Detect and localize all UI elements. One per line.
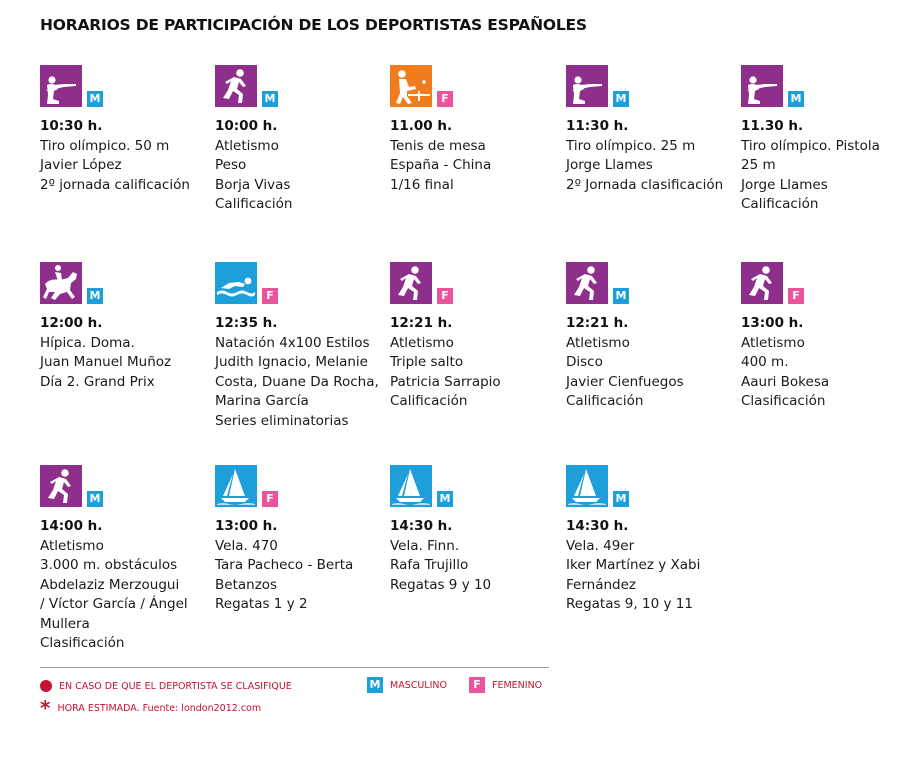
event-detail: Atletismo	[390, 334, 454, 351]
event-icons	[40, 65, 220, 113]
event-item	[215, 465, 395, 615]
event-detail: Fernández	[566, 576, 636, 593]
legend-qualify-text: EN CASO DE QUE EL DEPORTISTA SE CLASIFIQUE	[59, 680, 292, 692]
male-badge: M	[437, 491, 453, 507]
event-detail: Vela. 470	[215, 537, 278, 554]
red-dot-icon	[40, 680, 52, 692]
event-detail: 3.000 m. obstáculos	[40, 557, 178, 573]
table-tennis-icon	[390, 65, 432, 107]
male-badge: M	[87, 91, 103, 107]
athletics-icon	[566, 262, 608, 304]
male-badge: M	[788, 91, 804, 107]
male-badge: M	[87, 288, 103, 304]
athletics-icon	[215, 65, 257, 107]
female-badge: F	[437, 91, 453, 107]
event-detail: Regatas 1 y 2	[215, 596, 308, 612]
event-item	[215, 65, 395, 215]
event-icons	[566, 465, 746, 513]
event-icons	[390, 465, 570, 513]
event-icons	[741, 262, 917, 310]
event-icons	[741, 65, 917, 113]
event-detail: 2º jornada calificación	[40, 176, 190, 193]
event-detail: Jorge Llames	[566, 157, 653, 173]
event-detail: Clasificación	[40, 635, 125, 651]
event-detail: Tara Pacheco - Berta	[215, 557, 354, 573]
sailing-icon	[390, 465, 432, 507]
legend-estimated-text: HORA ESTIMADA. Fuente: london2012.com	[57, 702, 262, 714]
asterisk-icon: *	[40, 696, 51, 720]
event-detail: / Víctor García / Ángel	[40, 596, 188, 612]
event-detail: 1/16 final	[390, 176, 454, 193]
male-badge: M	[613, 491, 629, 507]
event-detail: Calificación	[390, 393, 468, 409]
event-detail: Peso	[215, 157, 247, 173]
event-detail: Patricia Sarrapio	[390, 373, 501, 390]
event-time: 12:35 h.	[215, 315, 278, 331]
event-icons	[215, 262, 395, 310]
event-time: 14:30 h.	[390, 518, 453, 534]
event-icons	[215, 65, 395, 113]
sailing-icon	[566, 465, 608, 507]
female-badge: F	[788, 288, 804, 304]
event-detail: Atletismo	[741, 334, 805, 351]
event-detail: Calificación	[741, 196, 819, 212]
legend-male	[367, 677, 447, 693]
event-item	[215, 262, 395, 431]
female-badge: F	[469, 677, 485, 693]
event-icons	[40, 262, 220, 310]
male-badge: M	[87, 491, 103, 507]
event-detail: Calificación	[215, 196, 293, 212]
athletics-icon	[390, 262, 432, 304]
event-icons	[566, 65, 746, 113]
event-detail: Marina García	[215, 393, 309, 409]
event-detail: Atletismo	[566, 334, 630, 351]
legend-estimated	[40, 696, 262, 720]
equestrian-icon	[40, 262, 82, 304]
legend-qualify	[40, 680, 292, 692]
female-badge: F	[262, 491, 278, 507]
event-detail: Vela. Finn.	[390, 537, 460, 554]
male-badge: M	[613, 288, 629, 304]
event-time: 12:00 h.	[40, 315, 103, 331]
event-detail: Natación 4x100 Estilos	[215, 334, 370, 351]
event-detail: 25 m	[741, 157, 776, 173]
event-item	[40, 465, 220, 654]
event-detail: Borja Vivas	[215, 176, 291, 193]
female-badge: F	[262, 288, 278, 304]
event-icons	[390, 65, 570, 113]
event-icons	[40, 465, 220, 513]
event-detail: Iker Martínez y Xabi	[566, 557, 701, 573]
event-detail: España - China	[390, 157, 492, 173]
event-detail: Tiro olímpico. Pistola	[741, 137, 880, 154]
event-detail: Javier López	[40, 157, 122, 173]
event-item	[390, 465, 570, 595]
shooting-icon	[741, 65, 783, 107]
event-detail: Rafa Trujillo	[390, 557, 469, 573]
male-badge: M	[613, 91, 629, 107]
athletics-icon	[40, 465, 82, 507]
event-detail: Disco	[566, 354, 603, 370]
event-detail: Aauri Bokesa	[741, 373, 830, 390]
event-time: 10:30 h.	[40, 118, 103, 134]
event-icons	[215, 465, 395, 513]
event-detail: Hípica. Doma.	[40, 334, 135, 351]
event-detail: Judith Ignacio, Melanie	[215, 354, 368, 370]
shooting-icon	[566, 65, 608, 107]
event-detail: Triple salto	[390, 354, 464, 370]
event-item	[741, 262, 917, 412]
event-icons	[390, 262, 570, 310]
event-detail: 2º Jornada clasificación	[566, 176, 724, 193]
event-item	[566, 465, 746, 615]
event-time: 11:30 h.	[566, 118, 629, 134]
event-item	[390, 262, 570, 412]
event-item	[566, 262, 746, 412]
event-icons	[566, 262, 746, 310]
event-detail: Día 2. Grand Prix	[40, 373, 155, 390]
legend-divider	[40, 667, 549, 668]
event-time: 12:21 h.	[390, 315, 453, 331]
event-item	[390, 65, 570, 195]
legend-male-label: MASCULINO	[390, 679, 447, 691]
male-badge: M	[367, 677, 383, 693]
event-time: 11.00 h.	[390, 118, 453, 134]
sailing-icon	[215, 465, 257, 507]
athletics-icon	[741, 262, 783, 304]
event-time: 12:21 h.	[566, 315, 629, 331]
event-detail: Series eliminatorias	[215, 412, 349, 429]
event-time: 11.30 h.	[741, 118, 804, 134]
event-detail: Tenis de mesa	[390, 137, 486, 154]
event-item	[741, 65, 917, 215]
page-title: HORARIOS DE PARTICIPACIÓN DE LOS DEPORTISTAS ESPAÑOLES	[40, 16, 587, 34]
event-detail: Jorge Llames	[741, 176, 828, 193]
event-time: 14:30 h.	[566, 518, 629, 534]
female-badge: F	[437, 288, 453, 304]
event-detail: Atletismo	[215, 137, 279, 154]
event-item	[566, 65, 746, 195]
event-detail: Tiro olímpico. 25 m	[566, 137, 696, 154]
event-detail: Mullera	[40, 615, 90, 632]
event-detail: Calificación	[566, 393, 644, 409]
event-time: 13:00 h.	[215, 518, 278, 534]
event-detail: Regatas 9 y 10	[390, 576, 492, 593]
legend-female-label: FEMENINO	[492, 679, 543, 691]
event-detail: Betanzos	[215, 576, 278, 593]
male-badge: M	[262, 91, 278, 107]
event-time: 14:00 h.	[40, 518, 103, 534]
event-time: 10:00 h.	[215, 118, 278, 134]
event-item	[40, 65, 220, 195]
event-detail: Abdelaziz Merzougui	[40, 576, 180, 593]
event-detail: Regatas 9, 10 y 11	[566, 596, 693, 612]
event-detail: Costa, Duane Da Rocha,	[215, 373, 379, 390]
event-detail: 400 m.	[741, 354, 789, 370]
event-detail: Atletismo	[40, 537, 104, 554]
legend-female	[469, 677, 542, 693]
event-time: 13:00 h.	[741, 315, 804, 331]
event-item	[40, 262, 220, 392]
event-detail: Javier Cienfuegos	[566, 373, 684, 390]
event-detail: Vela. 49er	[566, 537, 635, 554]
event-detail: Juan Manuel Muñoz	[40, 354, 172, 370]
shooting-icon	[40, 65, 82, 107]
swimming-icon	[215, 262, 257, 304]
event-detail: Tiro olímpico. 50 m	[40, 137, 170, 154]
event-detail: Clasificación	[741, 393, 826, 409]
